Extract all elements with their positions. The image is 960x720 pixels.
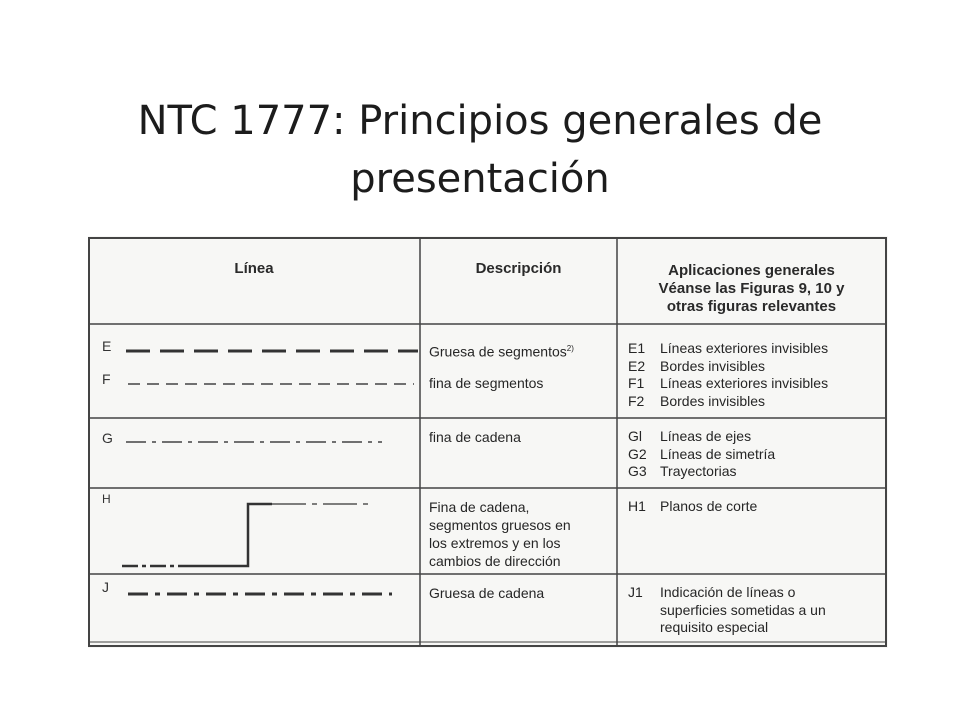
desc-e: Gruesa de segmentos$^{2)}$ (429, 343, 574, 360)
letter-j: J (102, 579, 109, 595)
desc-j: Gruesa de cadena (429, 585, 545, 601)
app-item: H1 Planos de corte (628, 498, 758, 514)
line-sample-h (122, 504, 372, 566)
letter-e: E (102, 338, 112, 354)
app-item: F2 Bordes invisibles (628, 392, 766, 409)
desc-h: Fina de cadena, segmentos gruesos en los extremos y en los cambios de dirección (429, 499, 571, 569)
app-item: superficies sometidas a un (660, 601, 826, 618)
applications-ef (628, 340, 828, 410)
applications-j (628, 584, 826, 637)
header-aplicaciones: Aplicaciones generales Véanse las Figuras 9, 10 y otras figuras relevantes (658, 262, 845, 315)
app-item: requisito especial (660, 619, 769, 635)
slide-title (0, 92, 960, 208)
applications-g (628, 428, 775, 481)
title-line-2: presentación (350, 156, 610, 202)
desc-f: fina de segmentos (429, 375, 544, 391)
app-item: G3 Trayectorias (628, 463, 737, 479)
app-item: E2 Bordes invisibles (628, 357, 766, 374)
app-item: Gl Líneas de ejes (628, 428, 752, 444)
scanned-table (88, 236, 888, 648)
letter-f: F (102, 371, 111, 387)
title-line-1: NTC 1777: Principios generales de (137, 98, 823, 144)
app-item: E1 Líneas exteriores invisibles (628, 340, 829, 356)
app-item: G2 Líneas de simetría (628, 445, 776, 462)
desc-g: fina de cadena (429, 429, 521, 445)
letter-g: G (102, 430, 113, 446)
letter-h: H (102, 492, 111, 506)
header-linea: Línea (234, 260, 274, 277)
app-item: J1 Indicación de líneas o (628, 584, 796, 600)
app-item: F1 Líneas exteriores invisibles (628, 375, 829, 391)
header-descripcion: Descripción (475, 260, 562, 277)
applications-h (628, 498, 757, 516)
